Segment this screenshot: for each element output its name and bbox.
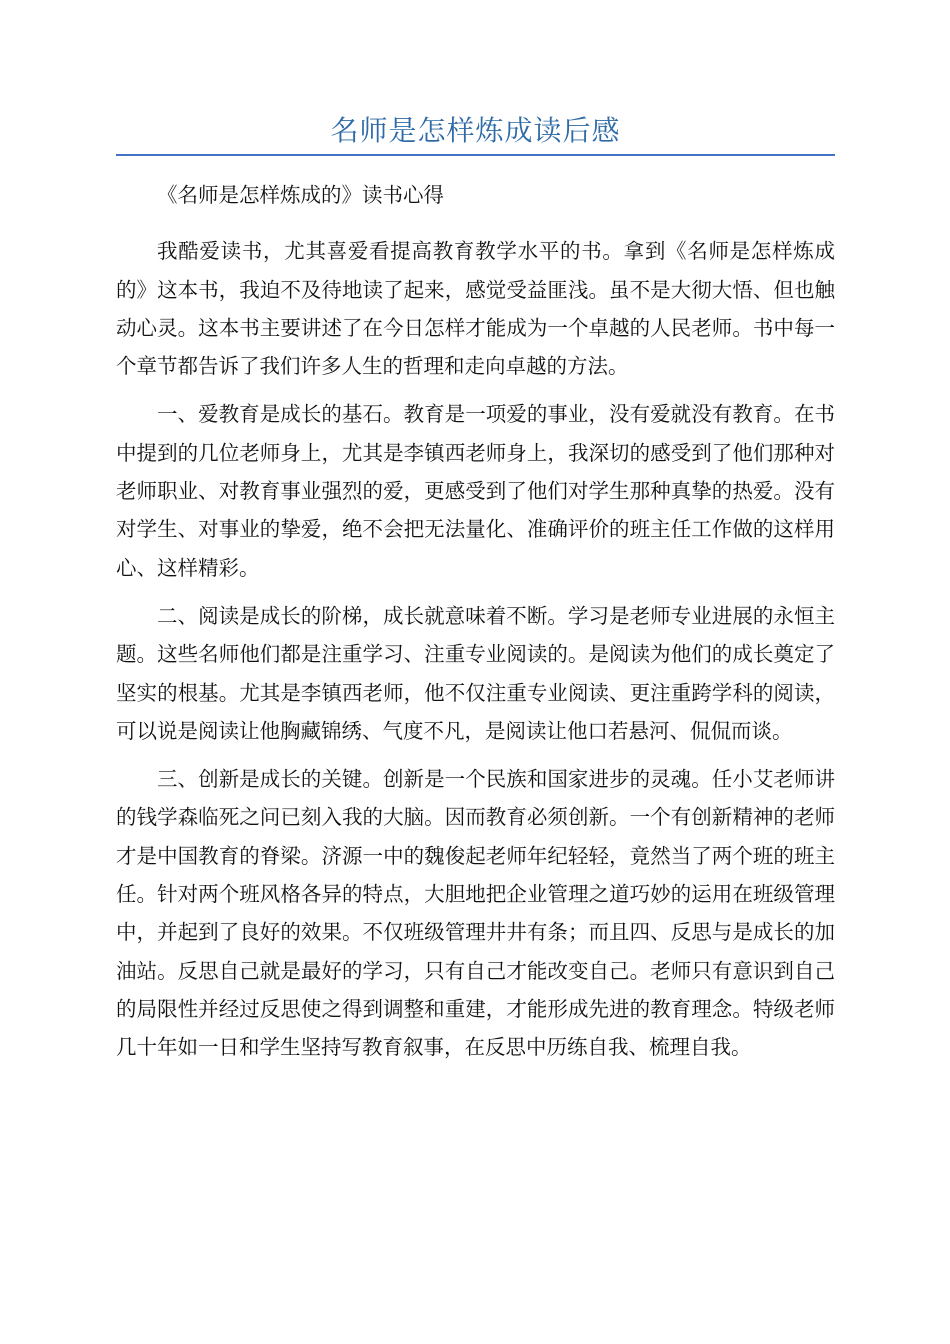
paragraph-reading: 二、阅读是成长的阶梯，成长就意味着不断。学习是老师专业进展的永恒主题。这些名师他们都是注重学习、注重专业阅读的。是阅读为他们的成长奠定了坚实的根基。尤其是李镇西老师，他不仅注重专业阅读、更注重跨学科的阅读，可以说是阅读让他胸藏锦绣、气度不凡，是阅读让他口若悬河、侃侃而谈。 bbox=[116, 603, 835, 743]
paragraph-intro: 我酷爱读书，尤其喜爱看提高教育教学水平的书。拿到《名师是怎样炼成的》这本书，我迫不及待地读了起来，感觉受益匪浅。虽不是大彻大悟、但也触动心灵。这本书主要讲述了在今日怎样才能成为一个卓越的人民老师。书中每一个章节都告诉了我们许多人生的哲理和走向卓越的方法。 bbox=[116, 239, 835, 379]
paragraph-love-of-education: 一、爱教育是成长的基石。教育是一项爱的事业，没有爱就没有教育。在书中提到的几位老师身上，尤其是李镇西老师身上，我深切的感受到了他们那种对老师职业、对教育事业强烈的爱，更感受到了他们对学生那种真挚的热爱。没有对学生、对事业的挚爱，绝不会把无法量化、准确评价的班主任工作做的这样用心、这样精彩。 bbox=[116, 402, 835, 580]
document-subtitle: 《名师是怎样炼成的》读书心得 bbox=[157, 183, 444, 207]
document-title: 名师是怎样炼成读后感 bbox=[330, 114, 621, 147]
document-body bbox=[116, 176, 835, 1077]
title-underline bbox=[116, 154, 835, 156]
paragraph-innovation: 三、创新是成长的关键。创新是一个民族和国家进步的灵魂。任小艾老师讲的钱学森临死之问已刻入我的大脑。因而教育必须创新。一个有创新精神的老师才是中国教育的脊梁。济源一中的魏俊起老师年纪轻轻，竟然当了两个班的班主任。针对两个班风格各异的特点，大胆地把企业管理之道巧妙的运用在班级管理中，并起到了良好的效果。不仅班级管理井井有条；而且四、反思与是成长的加油站。反思自己就是最好的学习，只有自己才能改变自己。老师只有意识到自己的局限性并经过反思使之得到调整和重建，才能形成先进的教育理念。特级老师几十年如一日和学生坚持写教育叙事，在反思中历练自我、梳理自我。 bbox=[116, 767, 835, 1060]
